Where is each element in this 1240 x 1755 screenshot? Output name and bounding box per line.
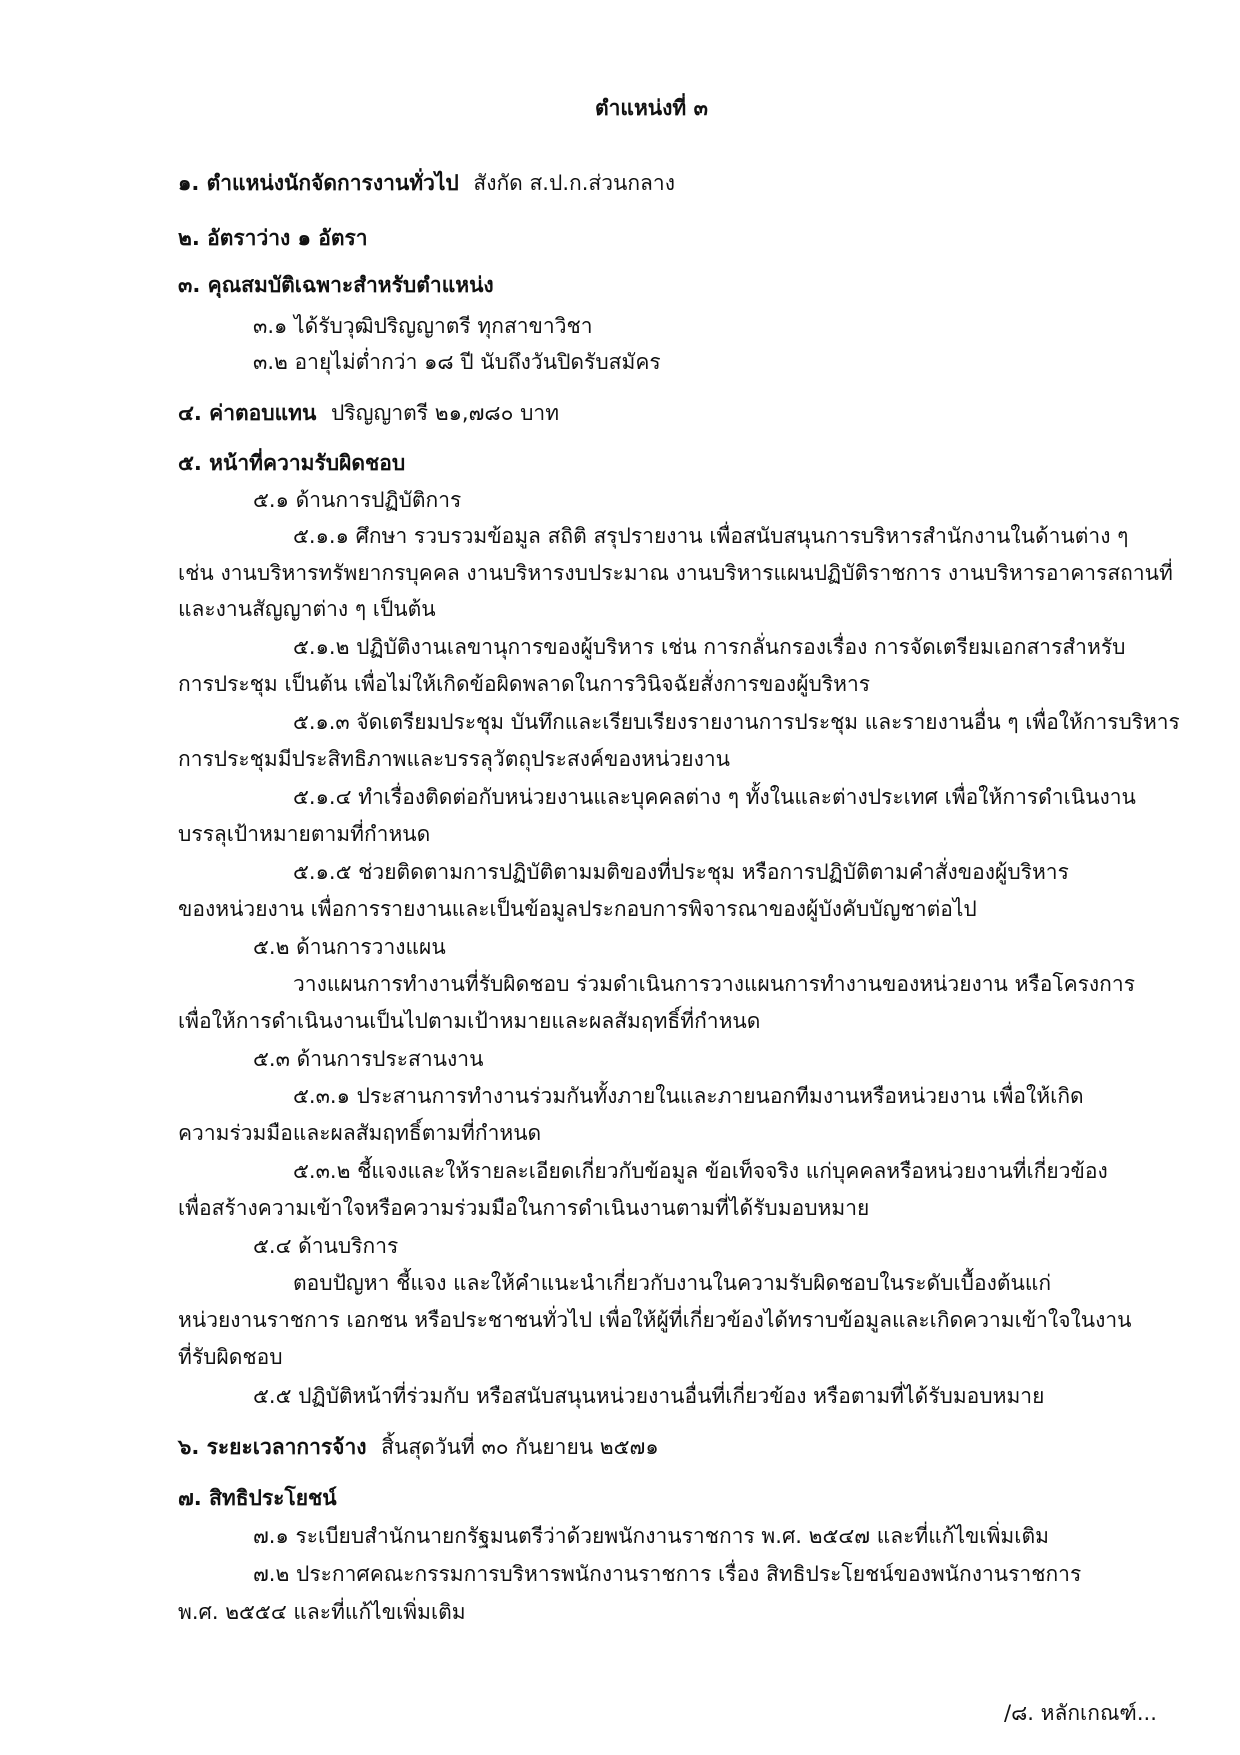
paragraph-5-4-line-3: ที่รับผิดชอบ	[178, 1345, 283, 1369]
paragraph-5-1-2-line-1: ๕.๑.๒ ปฏิบัติงานเลขานุการของผู้บริหาร เช่น การกลั่นกรองเรื่อง การจัดเตรียมเอกสารสำหรับ	[293, 635, 1126, 659]
section-1-heading	[178, 168, 675, 198]
paragraph-5-3-2-line-2: เพื่อสร้างความเข้าใจหรือความร่วมมือในการดำเนินงานตามที่ได้รับมอบหมาย	[178, 1196, 870, 1220]
paragraph-5-1-3-line-2: การประชุมมีประสิทธิภาพและบรรลุวัตถุประสงค์ของหน่วยงาน	[178, 747, 730, 771]
section-3-heading: ๓. คุณสมบัติเฉพาะสำหรับตำแหน่ง	[178, 273, 494, 297]
paragraph-5-1-3-line-1: ๕.๑.๓ จัดเตรียมประชุม บันทึกและเรียบเรียงรายงานการประชุม และรายงานอื่น ๆ เพื่อให้การบริหาร	[293, 710, 1180, 734]
section-4-text: ปริญญาตรี ๒๑,๗๘๐ บาท	[330, 401, 560, 425]
section-6-label: ๖. ระยะเวลาการจ้าง	[178, 1435, 367, 1459]
section-6-heading	[178, 1432, 659, 1462]
paragraph-5-2-line-1: วางแผนการทำงานที่รับผิดชอบ ร่วมดำเนินการวางแผนการทำงานของหน่วยงาน หรือโครงการ	[293, 972, 1135, 996]
section-7-item-1: ๗.๑ ระเบียบสำนักนายกรัฐมนตรีว่าด้วยพนักงานราชการ พ.ศ. ๒๕๔๗ และที่แก้ไขเพิ่มเติม	[253, 1524, 1049, 1548]
section-3-item-1: ๓.๑ ได้รับวุฒิปริญญาตรี ทุกสาขาวิชา	[253, 314, 593, 338]
paragraph-5-1-4-line-2: บรรลุเป้าหมายตามที่กำหนด	[178, 822, 431, 846]
section-1-label: ๑. ตำแหน่งนักจัดการงานทั่วไป	[178, 171, 459, 195]
section-7-item-2-line-1: ๗.๒ ประกาศคณะกรรมการบริหารพนักงานราชการ เรื่อง สิทธิประโยชน์ของพนักงานราชการ	[253, 1562, 1082, 1586]
paragraph-5-1-2-line-2: การประชุม เป็นต้น เพื่อไม่ให้เกิดข้อผิดพลาดในการวินิจฉัยสั่งการของผู้บริหาร	[178, 672, 871, 696]
paragraph-5-3-1-line-1: ๕.๓.๑ ประสานการทำงานร่วมกันทั้งภายในและภายนอกทีมงานหรือหน่วยงาน เพื่อให้เกิด	[293, 1084, 1084, 1108]
paragraph-5-3-2-line-1: ๕.๓.๒ ชี้แจงและให้รายละเอียดเกี่ยวกับข้อมูล ข้อเท็จจริง แก่บุคคลหรือหน่วยงานที่เกี่ยวข้อง	[293, 1159, 1108, 1183]
paragraph-5-4-line-2: หน่วยงานราชการ เอกชน หรือประชาชนทั่วไป เพื่อให้ผู้ที่เกี่ยวข้องได้ทราบข้อมูลและเกิดความเข้าใจในงาน	[178, 1308, 1132, 1332]
paragraph-5-1-4-line-1: ๕.๑.๔ ทำเรื่องติดต่อกับหน่วยงานและบุคคลต่าง ๆ ทั้งในและต่างประเทศ เพื่อให้การดำเนินงาน	[293, 785, 1136, 809]
section-5-3-heading: ๕.๓ ด้านการประสานงาน	[253, 1047, 484, 1071]
section-2-heading: ๒. อัตราว่าง ๑ อัตรา	[178, 226, 368, 250]
section-5-2-heading: ๕.๒ ด้านการวางแผน	[253, 935, 446, 959]
paragraph-5-1-1-line-2: เช่น งานบริหารทรัพยากรบุคคล งานบริหารงบประมาณ งานบริหารแผนปฏิบัติราชการ งานบริหารอาคารสถานที่	[178, 561, 1173, 585]
paragraph-5-1-1-line-3: และงานสัญญาต่าง ๆ เป็นต้น	[178, 597, 436, 621]
paragraph-5-2-line-2: เพื่อให้การดำเนินงานเป็นไปตามเป้าหมายและผลสัมฤทธิ์ที่กำหนด	[178, 1009, 761, 1033]
page-title: ตำแหน่งที่ ๓	[595, 96, 708, 120]
paragraph-5-1-1-line-1: ๕.๑.๑ ศึกษา รวบรวมข้อมูล สถิติ สรุปรายงาน เพื่อสนับสนุนการบริหารสำนักงานในด้านต่าง ๆ	[293, 524, 1129, 548]
paragraph-5-4-line-1: ตอบปัญหา ชี้แจง และให้คำแนะนำเกี่ยวกับงานในความรับผิดชอบในระดับเบื้องต้นแก่	[293, 1271, 1052, 1295]
section-4-heading	[178, 398, 559, 428]
section-4-label: ๔. ค่าตอบแทน	[178, 401, 317, 425]
paragraph-5-1-5-line-1: ๕.๑.๕ ช่วยติดตามการปฏิบัติตามมติของที่ประชุม หรือการปฏิบัติตามคำสั่งของผู้บริหาร	[293, 860, 1069, 884]
paragraph-5-1-5-line-2: ของหน่วยงาน เพื่อการรายงานและเป็นข้อมูลประกอบการพิจารณาของผู้บังคับบัญชาต่อไป	[178, 897, 977, 921]
section-7-heading: ๗. สิทธิประโยชน์	[178, 1486, 337, 1510]
section-6-text: สิ้นสุดวันที่ ๓๐ กันยายน ๒๕๗๑	[381, 1435, 659, 1459]
section-5-4-heading: ๕.๔ ด้านบริการ	[253, 1234, 399, 1258]
continuation-footer: /๘. หลักเกณฑ์...	[1004, 1701, 1157, 1725]
section-1-text: สังกัด ส.ป.ก.ส่วนกลาง	[473, 171, 675, 195]
section-5-1-heading: ๕.๑ ด้านการปฏิบัติการ	[253, 488, 462, 512]
paragraph-5-3-1-line-2: ความร่วมมือและผลสัมฤทธิ์ตามที่กำหนด	[178, 1121, 542, 1145]
section-7-item-2-line-2: พ.ศ. ๒๕๕๔ และที่แก้ไขเพิ่มเติม	[178, 1600, 466, 1624]
section-3-item-2: ๓.๒ อายุไม่ต่ำกว่า ๑๘ ปี นับถึงวันปิดรับสมัคร	[253, 350, 661, 374]
section-5-5-text: ๕.๕ ปฏิบัติหน้าที่ร่วมกับ หรือสนับสนุนหน่วยงานอื่นที่เกี่ยวข้อง หรือตามที่ได้รับมอบหมาย	[253, 1384, 1045, 1408]
section-5-heading: ๕. หน้าที่ความรับผิดชอบ	[178, 451, 406, 475]
